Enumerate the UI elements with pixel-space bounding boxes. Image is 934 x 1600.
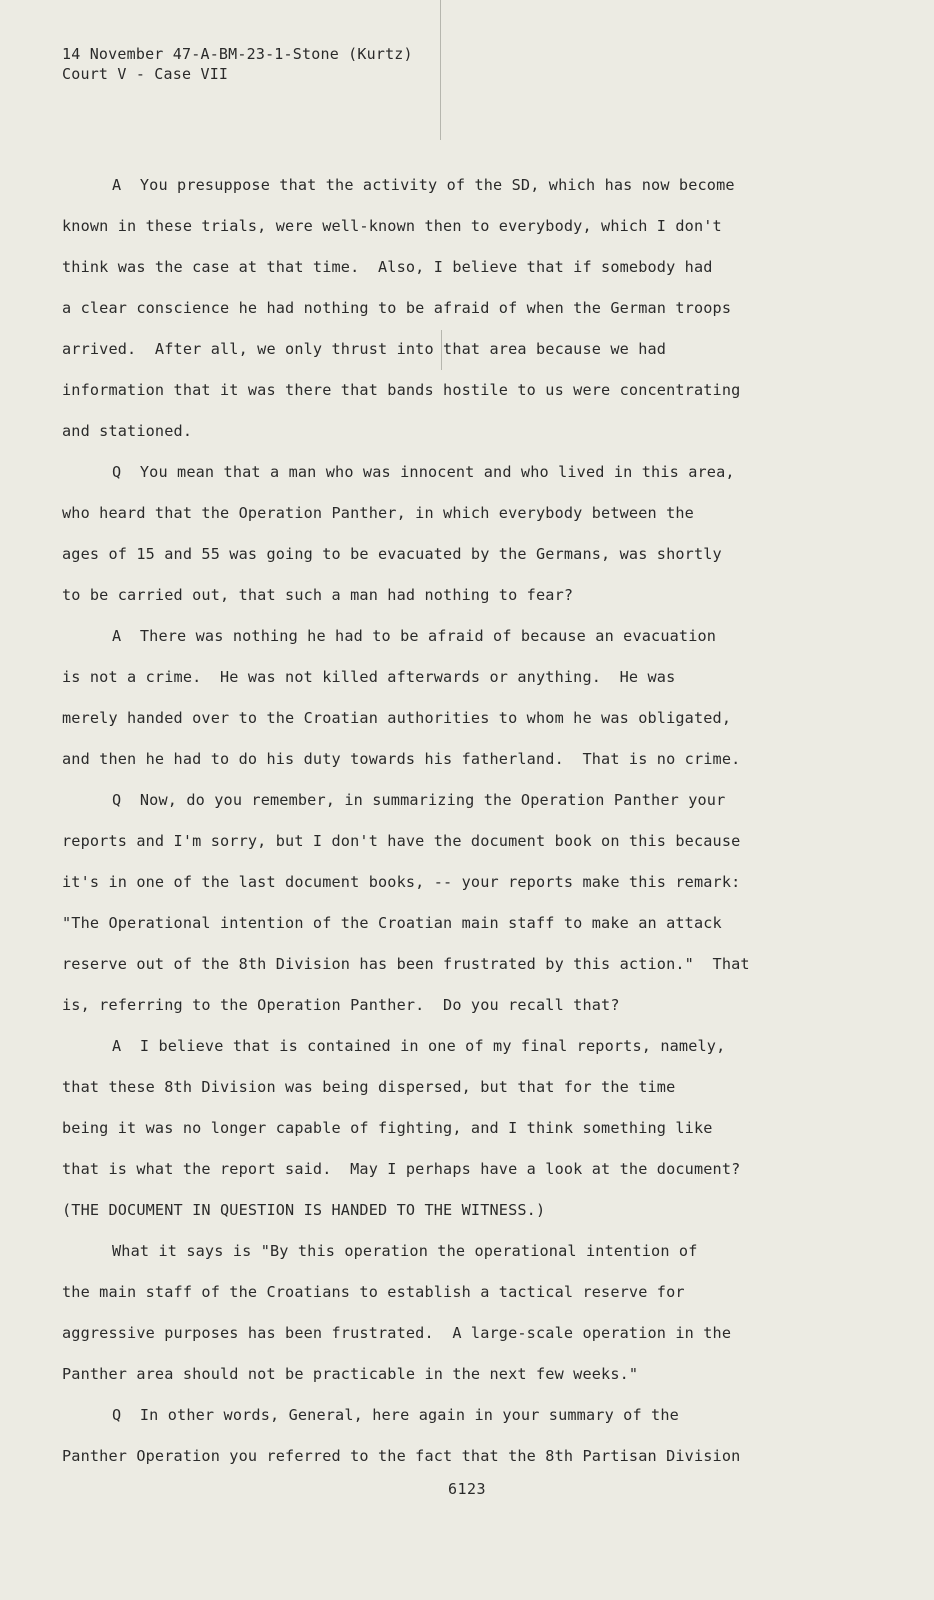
page-number: 6123 <box>447 1480 487 1498</box>
text-line: being it was no longer capable of fighting, and I think something like <box>62 1119 713 1137</box>
text-line: Q Now, do you remember, in summarizing the Operation Panther your <box>112 791 726 809</box>
text-line: "The Operational intention of the Croatian main staff to make an attack <box>62 914 722 932</box>
text-line: is not a crime. He was not killed afterwards or anything. He was <box>62 668 676 686</box>
document-header <box>62 44 413 84</box>
text-line: reports and I'm sorry, but I don't have the document book on this because <box>62 832 741 850</box>
transcript-body <box>62 165 862 1477</box>
fold-mark-top <box>440 0 441 140</box>
text-line: (THE DOCUMENT IN QUESTION IS HANDED TO THE WITNESS.) <box>62 1201 546 1219</box>
text-line: it's in one of the last document books, -- your reports make this remark: <box>62 873 741 891</box>
text-line: Panther Operation you referred to the fact that the 8th Partisan Division <box>62 1447 741 1465</box>
text-line: a clear conscience he had nothing to be afraid of when the German troops <box>62 299 732 317</box>
text-line: information that it was there that bands hostile to us were concentrating <box>62 381 741 399</box>
text-line: A There was nothing he had to be afraid of because an evacuation <box>112 627 717 645</box>
text-line: reserve out of the 8th Division has been frustrated by this action." That <box>62 955 750 973</box>
text-line: known in these trials, were well-known then to everybody, which I don't <box>62 217 722 235</box>
text-line: that these 8th Division was being dispersed, but that for the time <box>62 1078 676 1096</box>
text-line: ages of 15 and 55 was going to be evacuated by the Germans, was shortly <box>62 545 722 563</box>
text-line: to be carried out, that such a man had nothing to fear? <box>62 586 574 604</box>
text-line: Panther area should not be practicable in the next few weeks." <box>62 1365 639 1383</box>
text-line: think was the case at that time. Also, I believe that if somebody had <box>62 258 713 276</box>
text-line: A You presuppose that the activity of the SD, which has now become <box>112 176 735 194</box>
text-line: that is what the report said. May I perhaps have a look at the document? <box>62 1160 741 1178</box>
text-line: A I believe that is contained in one of my final reports, namely, <box>112 1037 726 1055</box>
text-line: and stationed. <box>62 422 193 440</box>
text-line: merely handed over to the Croatian authorities to whom he was obligated, <box>62 709 732 727</box>
text-line: and then he had to do his duty towards his fatherland. That is no crime. <box>62 750 741 768</box>
text-line: aggressive purposes has been frustrated. A large-scale operation in the <box>62 1324 732 1342</box>
text-line: What it says is "By this operation the operational intention of <box>112 1242 698 1260</box>
header-line-2: Court V - Case VII <box>62 65 229 83</box>
header-line-1: 14 November 47-A-BM-23-1-Stone (Kurtz) <box>62 45 413 63</box>
text-line: who heard that the Operation Panther, in which everybody between the <box>62 504 694 522</box>
text-line: the main staff of the Croatians to establish a tactical reserve for <box>62 1283 685 1301</box>
text-line: Q In other words, General, here again in your summary of the <box>112 1406 679 1424</box>
text-line: arrived. After all, we only thrust into that area because we had <box>62 340 667 358</box>
text-line: is, referring to the Operation Panther. Do you recall that? <box>62 996 620 1014</box>
text-line: Q You mean that a man who was innocent and who lived in this area, <box>112 463 735 481</box>
